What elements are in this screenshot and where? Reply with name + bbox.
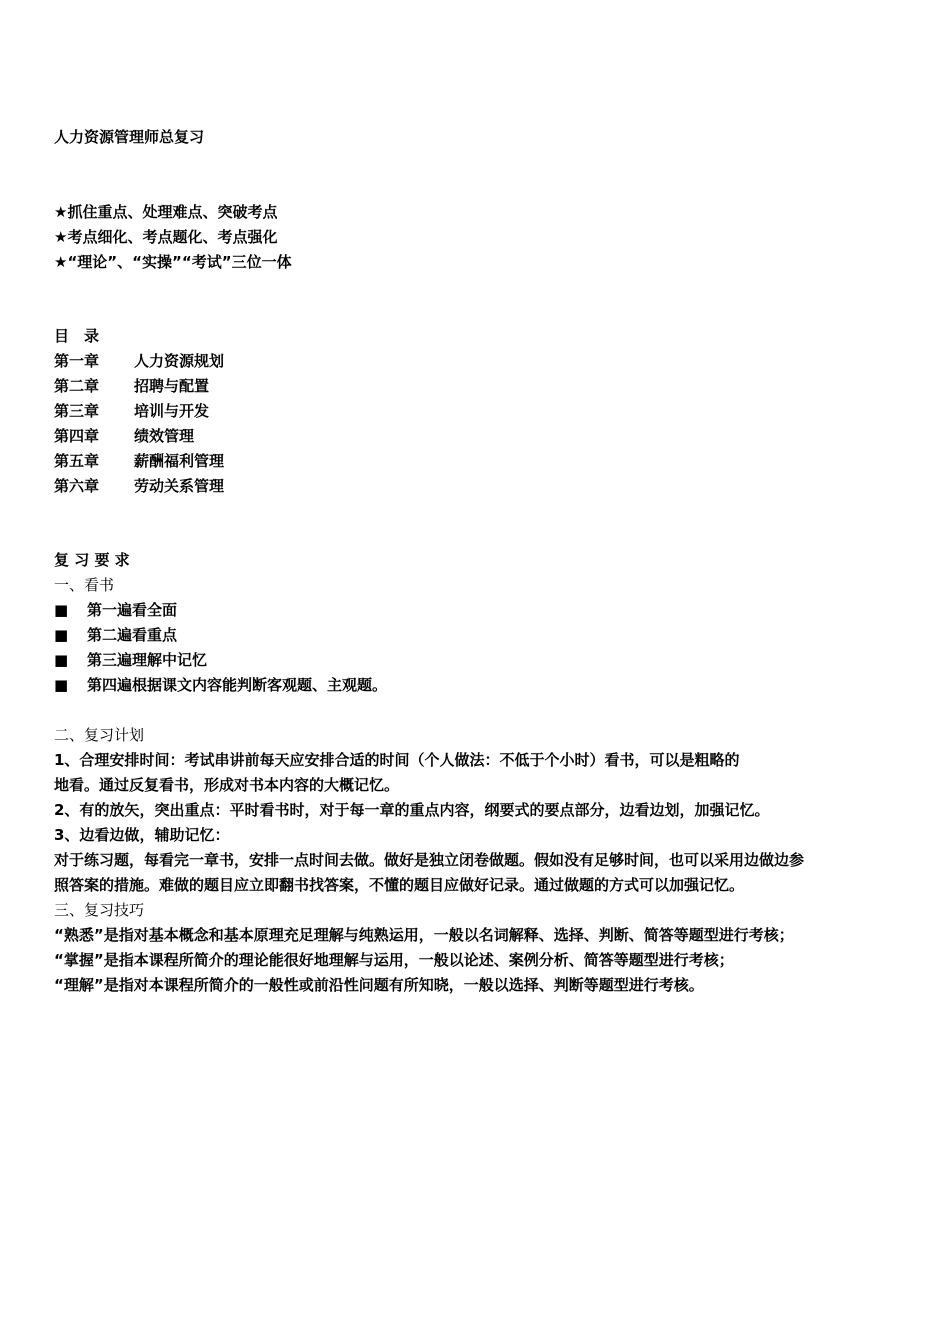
slogan-line: ★“理论”、“实操”“考试”三位一体 [54,253,292,271]
toc-chapter-number: 第一章 [54,352,100,370]
toc-heading: 目 录 [54,327,100,345]
paragraph-line: 照答案的措施。难做的题目应立即翻书找答案，不懂的题目应做好记录。通过做题的方式可以加强记忆。 [54,876,745,894]
paragraph-line: “掌握”是指本课程所简介的理论能很好地理解与运用，一般以论述、案例分析、简答等题型进行考核； [54,951,734,969]
paragraph-line: 对于练习题，每看完一章书，安排一点时间去做。做好是独立闭卷做题。假如没有足够时间，也可以采用边做边参 [54,851,805,869]
square-bullet-icon: ■ [54,626,69,644]
section-title: 二、复习计划 [54,726,145,744]
toc-chapter-number: 第五章 [54,452,100,470]
toc-item [54,476,224,496]
paragraph-line: 2、有的放矢，突出重点：平时看书时，对于每一章的重点内容，纲要式的要点部分，边看边划，加强记忆。 [54,801,770,819]
list-item-text: 第二遍看重点 [87,626,178,644]
toc-item [54,451,224,471]
toc-chapter-name: 人力资源规划 [134,352,225,370]
requirements-heading: 复 习 要 求 [54,551,130,569]
list-item-text: 第三遍理解中记忆 [87,651,208,669]
paragraph-line: 3、边看边做，辅助记忆： [54,826,230,844]
square-bullet-icon: ■ [54,676,69,694]
list-item [54,650,207,670]
toc-item [54,426,194,446]
toc-chapter-name: 劳动关系管理 [134,477,225,495]
square-bullet-icon: ■ [54,601,69,619]
list-item [54,625,177,645]
paragraph-line: 地看。通过反复看书，形成对书本内容的大概记忆。 [54,776,400,794]
list-item-text: 第一遍看全面 [87,601,178,619]
list-item-text: 第四遍根据课文内容能判断客观题、主观题。 [87,676,388,694]
toc-chapter-number: 第三章 [54,402,100,420]
toc-chapter-number: 第二章 [54,377,100,395]
list-item [54,675,387,695]
paragraph-line: 1、合理安排时间：考试串讲前每天应安排合适的时间（个人做法：不低于个小时）看书，可以是粗略的 [54,751,740,769]
toc-chapter-name: 培训与开发 [134,402,210,420]
toc-chapter-number: 第六章 [54,477,100,495]
document-title: 人力资源管理师总复习 [54,128,205,146]
toc-chapter-number: 第四章 [54,427,100,445]
square-bullet-icon: ■ [54,651,69,669]
slogan-line: ★考点细化、考点题化、考点强化 [54,228,278,246]
toc-item [54,351,224,371]
section-title: 一、看书 [54,576,115,594]
toc-chapter-name: 招聘与配置 [134,377,210,395]
toc-chapter-name: 薪酬福利管理 [134,452,225,470]
slogan-line: ★抓住重点、处理难点、突破考点 [54,203,278,221]
toc-item [54,401,209,421]
list-item [54,600,177,620]
section-title: 三、复习技巧 [54,901,145,919]
toc-item [54,376,209,396]
paragraph-line: “理解”是指对本课程所简介的一般性或前沿性问题有所知晓，一般以选择、判断等题型进行考核。 [54,976,704,994]
toc-chapter-name: 绩效管理 [134,427,195,445]
paragraph-line: “熟悉”是指对基本概念和基本原理充足理解与纯熟运用，一般以名词解释、选择、判断、简答等题型进行考核； [54,926,794,944]
